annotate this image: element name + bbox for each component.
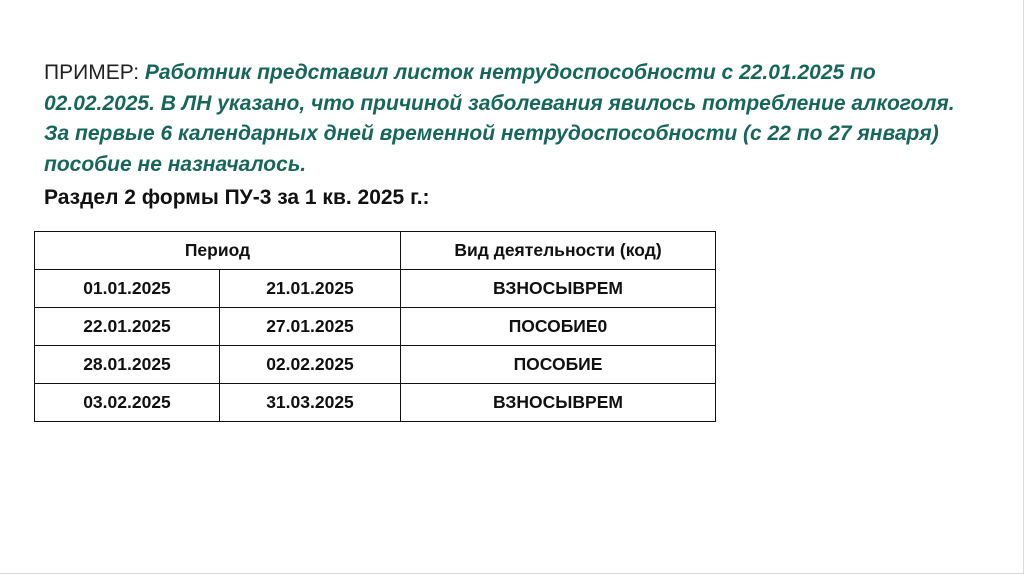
table-header-row [35, 232, 716, 270]
header-period: Период [35, 232, 401, 270]
period-end: 02.02.2025 [220, 346, 401, 384]
example-text: Работник представил листок нетрудоспособности с 22.01.2025 по 02.02.2025. В ЛН указано, что причиной заболевания явилось потребление алкоголя. За первые 6 календарных дней временной нетрудоспособности (с 22 по 27 января) пособие не назначалось. [44, 61, 955, 176]
activity-code: ПОСОБИЕ0 [401, 308, 716, 346]
example-paragraph [44, 58, 974, 180]
table-row [35, 270, 716, 308]
table-row [35, 308, 716, 346]
period-end: 21.01.2025 [220, 270, 401, 308]
period-start: 03.02.2025 [35, 384, 220, 422]
table-row [35, 384, 716, 422]
period-table [34, 231, 716, 422]
header-activity-code: Вид деятельности (код) [401, 232, 716, 270]
activity-code: ПОСОБИЕ [401, 346, 716, 384]
period-start: 01.01.2025 [35, 270, 220, 308]
activity-code: ВЗНОСЫВРЕМ [401, 384, 716, 422]
table-row [35, 346, 716, 384]
example-prefix: ПРИМЕР: [44, 61, 145, 84]
period-end: 27.01.2025 [220, 308, 401, 346]
period-end: 31.03.2025 [220, 384, 401, 422]
activity-code: ВЗНОСЫВРЕМ [401, 270, 716, 308]
period-start: 28.01.2025 [35, 346, 220, 384]
period-start: 22.01.2025 [35, 308, 220, 346]
section-title: Раздел 2 формы ПУ-3 за 1 кв. 2025 г.: [44, 186, 430, 209]
